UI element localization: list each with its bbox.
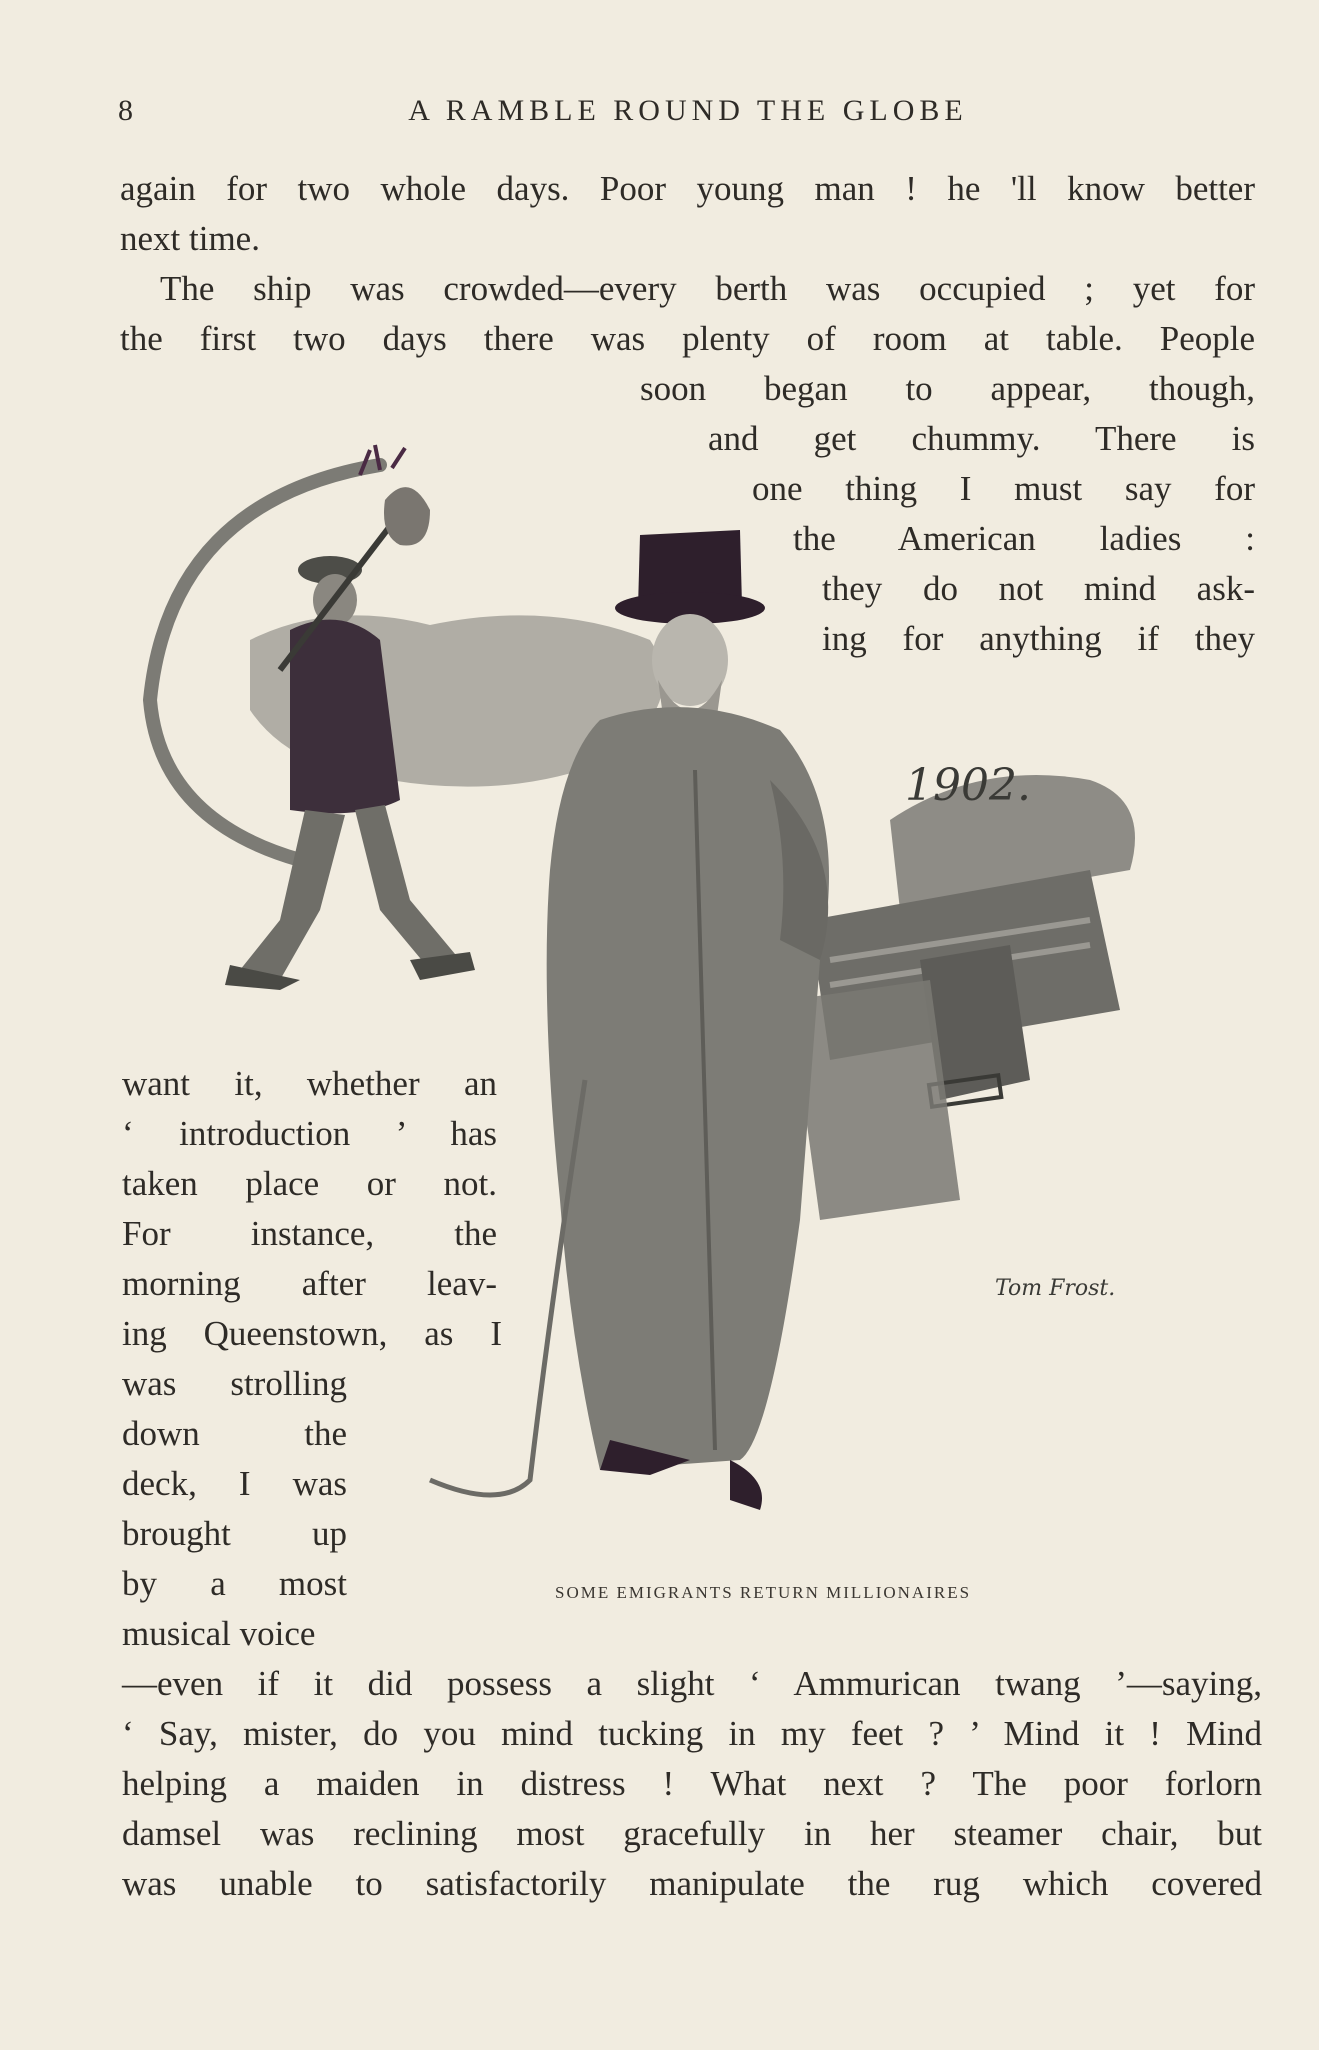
body-line: was strolling [122, 1364, 347, 1403]
body-line: deck, I was [122, 1464, 347, 1503]
body-line: they do not mind ask- [822, 569, 1255, 608]
illustration-emigrants [130, 440, 1250, 1590]
body-line: taken place or not. [122, 1164, 497, 1203]
body-line: For instance, the [122, 1214, 497, 1253]
body-line: brought up [122, 1514, 347, 1553]
body-line: morning after leav- [122, 1264, 497, 1303]
body-line: ing Queenstown, as I [122, 1314, 502, 1353]
body-line: and get chummy. There is [708, 419, 1255, 458]
body-line: ing for anything if they [822, 619, 1255, 658]
body-line: soon began to appear, though, [640, 369, 1255, 408]
figure-caption: SOME EMIGRANTS RETURN MILLIONAIRES [555, 1583, 972, 1602]
body-line: musical voice [122, 1614, 316, 1653]
body-line: want it, whether an [122, 1064, 497, 1103]
page-number: 8 [118, 94, 133, 127]
body-line: next time. [120, 219, 260, 258]
date-inscription: 1902. [905, 760, 1031, 811]
body-line: again for two whole days. Poor young man ! he 'll know better [120, 169, 1255, 208]
body-line: —even if it did possess a slight ‘ Ammurican twang ’—saying, [122, 1664, 1262, 1703]
body-line: ‘ Say, mister, do you mind tucking in my feet ? ’ Mind it ! Mind [122, 1714, 1262, 1753]
body-line: helping a maiden in distress ! What next ? The poor forlorn [122, 1764, 1262, 1803]
body-line: one thing I must say for [752, 469, 1255, 508]
body-line: down the [122, 1414, 347, 1453]
running-title: A RAMBLE ROUND THE GLOBE [408, 94, 968, 127]
body-line: damsel was reclining most gracefully in her steamer chair, but [122, 1814, 1262, 1853]
body-line: the American ladies : [793, 519, 1255, 558]
body-line: the first two days there was plenty of room at table. People [120, 319, 1255, 358]
body-line: by a most [122, 1564, 347, 1603]
body-line: ‘ introduction ’ has [122, 1114, 497, 1153]
body-line: The ship was crowded—every berth was occupied ; yet for [160, 269, 1255, 308]
artist-signature: Tom Frost. [995, 1276, 1116, 1301]
luggage-pile [790, 775, 1135, 1220]
body-line: was unable to satisfactorily manipulate the rug which covered [122, 1864, 1262, 1903]
page-header [118, 94, 1258, 144]
